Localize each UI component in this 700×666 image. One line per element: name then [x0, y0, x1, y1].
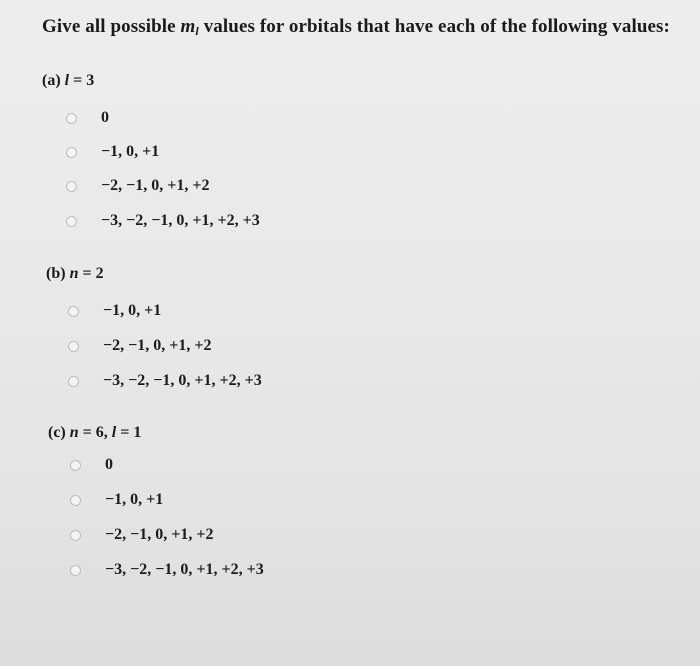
option-label: −2, −1, 0, +1, +2: [101, 177, 210, 194]
title-suffix: values for orbitals that have each of the following values:: [198, 16, 670, 37]
part-c-option-2[interactable]: [70, 489, 163, 511]
option-label: 0: [101, 109, 109, 126]
part-b-option-1[interactable]: [68, 300, 161, 322]
option-label: −3, −2, −1, 0, +1, +2, +3: [101, 212, 260, 229]
radio-button[interactable]: [66, 147, 77, 158]
part-c-option-3[interactable]: [70, 524, 213, 546]
radio-button[interactable]: [66, 216, 77, 227]
question-title: [42, 16, 670, 39]
option-label: −3, −2, −1, 0, +1, +2, +3: [105, 561, 264, 578]
radio-button[interactable]: [68, 306, 79, 317]
part-c-option-4[interactable]: [70, 559, 264, 581]
radio-button[interactable]: [70, 530, 81, 541]
radio-button[interactable]: [66, 113, 77, 124]
radio-button[interactable]: [66, 181, 77, 192]
radio-button[interactable]: [68, 376, 79, 387]
part-b-option-2[interactable]: [68, 335, 211, 357]
part-a-label: (a) l = 3: [42, 72, 95, 89]
part-a-option-3[interactable]: [66, 175, 209, 197]
part-c-option-1[interactable]: [70, 454, 113, 476]
radio-button[interactable]: [70, 460, 81, 471]
option-label: −1, 0, +1: [105, 491, 164, 508]
option-label: −1, 0, +1: [103, 302, 162, 319]
part-c-label: (c) n = 6, l = 1: [48, 424, 142, 441]
option-label: −3, −2, −1, 0, +1, +2, +3: [103, 372, 262, 389]
part-a-option-1[interactable]: [66, 107, 109, 129]
radio-button[interactable]: [70, 495, 81, 506]
part-a-option-4[interactable]: [66, 210, 260, 232]
option-label: −2, −1, 0, +1, +2: [105, 526, 214, 543]
option-label: 0: [105, 456, 113, 473]
radio-button[interactable]: [68, 341, 79, 352]
option-label: −1, 0, +1: [101, 143, 160, 160]
part-a-option-2[interactable]: [66, 141, 159, 163]
title-prefix: Give all possible: [42, 16, 181, 37]
title-var-m: m: [180, 16, 196, 37]
radio-button[interactable]: [70, 565, 81, 576]
option-label: −2, −1, 0, +1, +2: [103, 337, 212, 354]
part-b-label: (b) n = 2: [46, 265, 104, 282]
title-var-sub: l: [195, 24, 199, 38]
part-b-option-3[interactable]: [68, 370, 262, 392]
